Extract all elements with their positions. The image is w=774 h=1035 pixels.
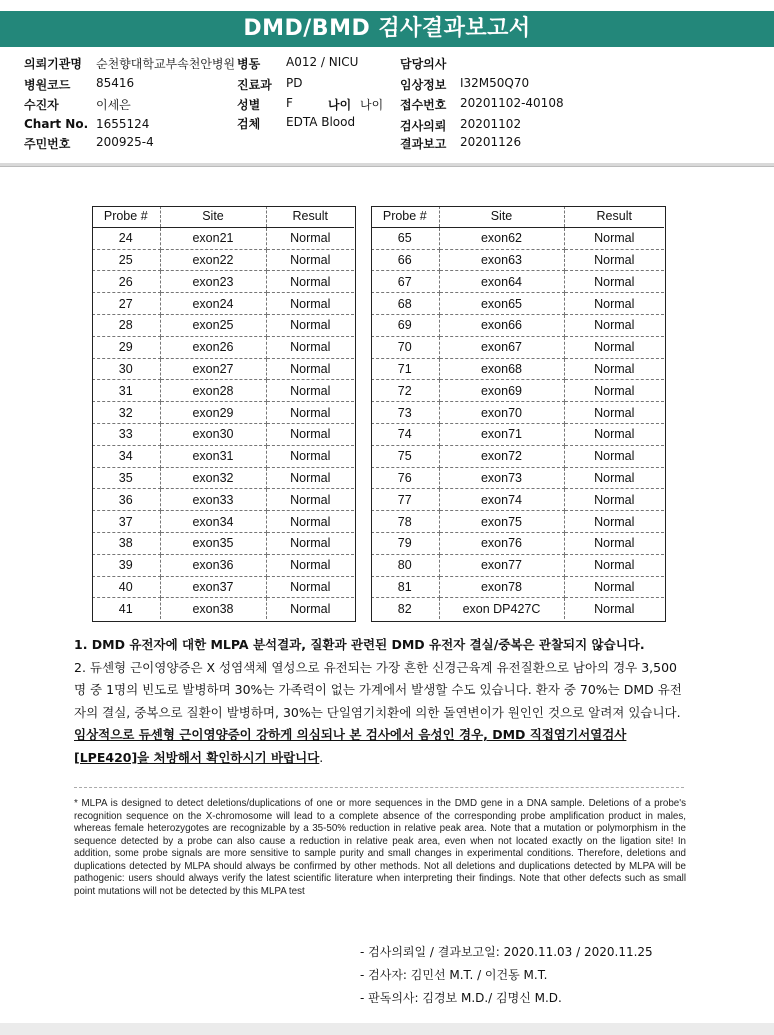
probe-cell: 72 [371,380,439,402]
report-title: DMD/BMD 검사결과보고서 [0,11,774,47]
probe-cell: 36 [92,489,160,511]
result-cell: Normal [266,532,354,554]
testers: - 검사자: 김민선 M.T. / 이건동 M.T. [360,968,548,982]
result-cell: Normal [564,249,664,271]
site-cell: exon62 [439,227,564,249]
clinical-label: 임상정보 [400,78,447,92]
site-cell: exon74 [439,489,564,511]
probe-cell: 39 [92,554,160,576]
results-table-left-border [92,206,356,622]
site-cell: exon31 [160,445,266,467]
site-cell: exon72 [439,445,564,467]
site-cell: exon70 [439,402,564,424]
probe-cell: 31 [92,380,160,402]
probe-cell: 79 [371,532,439,554]
dept-value: PD [286,76,303,90]
page-bottom-bar [0,1023,774,1035]
probe-cell: 78 [371,511,439,533]
result-cell: Normal [290,601,331,616]
chart-value: 1655124 [96,117,150,131]
result-cell: Normal [564,227,664,249]
mlpa-footnote: * MLPA is designed to detect deletions/duplications of one or more sequences in the DMD gene in a DNA sample. Deletions of a probe's recognition sequence on the X-chromosome will lead to a complete absence of the corresponding probe amplification product in males, whereas female heterozygotes are recognizable by a 35-50% reduction in relative peak area. Note that a mutation or polymorphism in the sequence detected by a probe can also cause a reduction in relative peak area, even when not located exactly on the ligation site! In addition, some probe signals are more sensitive to sample purity and small changes in experimental conditions. Therefore, deletions and duplications detected by MLPA should always be confirmed by other methods. Not all deletions and duplications detected by MLPA will be pathogenic: users should always verify the latest scientific literature when interpreting their findings. Note that other defects such as small point mutations will not be detected by this MLPA test [74,798,686,897]
result-cell: Normal [564,576,664,598]
site-cell: exon73 [439,467,564,489]
patient-label: 수진자 [24,98,59,112]
site-cell: exon77 [439,554,564,576]
probe-cell: 29 [92,336,160,358]
site-cell: exon30 [160,423,266,445]
results-table-right-border [371,206,666,622]
age-value: 나이 [360,98,384,112]
site-cell: exon DP427C [439,598,564,619]
institution-label: 의뢰기관명 [24,57,82,71]
result-cell: Normal [564,511,664,533]
probe-cell: 40 [92,576,160,598]
result-cell: Normal [266,554,354,576]
report-dates: - 검사의뢰일 / 결과보고일: 2020.11.03 / 2020.11.25 [360,945,653,959]
hospital-code-label: 병원코드 [24,78,71,92]
request-value: 20201102 [460,117,522,131]
reading-physicians: - 판독의사: 김경보 M.D./ 김명신 M.D. [360,991,562,1005]
age-label: 나이 [328,98,352,112]
site-cell: exon21 [160,227,266,249]
result-cell: Normal [266,314,354,336]
probe-cell: 35 [92,467,160,489]
probe-cell: 33 [92,423,160,445]
site-cell: exon75 [439,511,564,533]
probe-cell: 27 [92,293,160,315]
result-cell: Normal [266,467,354,489]
result-cell: Normal [564,532,664,554]
result-cell: Normal [564,380,664,402]
probe-cell: 26 [92,271,160,293]
result-cell: Normal [564,293,664,315]
result-cell: Normal [564,271,664,293]
probe-cell: 67 [371,271,439,293]
report-value: 20201126 [460,135,522,149]
site-cell: exon38 [160,598,266,619]
probe-cell: 37 [92,511,160,533]
site-cell: exon64 [439,271,564,293]
chart-label: Chart No. [24,117,89,131]
sex-value: F [286,96,293,110]
result-cell: Normal [266,336,354,358]
result-cell: Normal [564,358,664,380]
site-cell: exon37 [160,576,266,598]
institution-value: 순천향대학교부속천안병원 [96,57,236,71]
site-cell: exon69 [439,380,564,402]
site-cell: exon63 [439,249,564,271]
site-cell: exon28 [160,380,266,402]
result-cell: Normal [266,576,354,598]
site-header: Site [160,206,266,227]
site-cell: exon35 [160,532,266,554]
result-cell: Normal [564,423,664,445]
site-cell: exon36 [160,554,266,576]
site-cell: exon32 [160,467,266,489]
site-cell: exon22 [160,249,266,271]
probe-cell: 38 [92,532,160,554]
site-cell: exon24 [160,293,266,315]
site-cell: exon78 [439,576,564,598]
probe-cell: 76 [371,467,439,489]
probe-cell: 24 [92,227,160,249]
note-2-text: 2. 듀센형 근이영양증은 X 성염색체 열성으로 유전되는 가장 흔한 신경근육계 유전질환으로 남아의 경우 3,500명 중 1명의 빈도로 발병하며 30%는 가족력이 없는 가계에서 발생할 수도 있습니다. 환자 중 70%는 DMD 유전자의 결실, 중복으로 질환이 발병하며, 30%는 단일염기치환에 의한 돌연변이가 원인인 것으로 알려져 있습니다. [74,659,682,720]
result-cell: Normal [564,467,664,489]
probe-header: Probe # [92,206,160,227]
patient-value: 이세은 [96,98,131,112]
site-cell: exon71 [439,423,564,445]
specimen-label: 검체 [237,117,261,131]
note-2 [74,657,684,770]
result-cell: Normal [594,601,635,616]
probe-header: Probe # [371,206,439,227]
probe-cell: 74 [371,423,439,445]
probe-cell: 70 [371,336,439,358]
probe-cell: 30 [92,358,160,380]
probe-cell: 80 [371,554,439,576]
site-cell: exon68 [439,358,564,380]
site-cell: exon27 [160,358,266,380]
ward-value: A012 / NICU [286,55,359,69]
result-cell: Normal [266,227,354,249]
probe-cell: 81 [371,576,439,598]
result-cell: Normal [266,445,354,467]
site-cell: exon67 [439,336,564,358]
probe-cell: 71 [371,358,439,380]
hospital-code-value: 85416 [96,76,135,90]
probe-cell: 28 [92,314,160,336]
probe-cell: 75 [371,445,439,467]
result-cell: Normal [266,402,354,424]
result-cell: Normal [266,271,354,293]
interpretation-notes [74,634,684,769]
probe-cell: 82 [371,598,439,619]
site-cell: exon34 [160,511,266,533]
note-2-end: . [319,749,324,765]
id-label: 주민번호 [24,137,71,151]
clinical-value: I32M50Q70 [460,76,530,90]
result-cell: Normal [564,402,664,424]
site-cell: exon33 [160,489,266,511]
result-cell: Normal [266,423,354,445]
site-cell: exon29 [160,402,266,424]
probe-cell: 68 [371,293,439,315]
id-value: 200925-4 [96,135,154,149]
probe-cell: 66 [371,249,439,271]
section-divider-line [0,166,774,167]
probe-cell: 77 [371,489,439,511]
result-header: Result [266,206,354,227]
probe-cell: 32 [92,402,160,424]
result-cell: Normal [266,380,354,402]
result-cell: Normal [266,511,354,533]
result-cell: Normal [266,293,354,315]
result-cell: Normal [564,554,664,576]
site-cell: exon66 [439,314,564,336]
note-2-recommendation: 임상적으로 듀센형 근이영양증이 강하게 의심되나 본 검사에서 음성인 경우, DMD 직접염기서열검사 [LPE420]을 처방해서 확인하시기 바랍니다 [74,727,627,765]
site-cell: exon65 [439,293,564,315]
site-header: Site [439,206,564,227]
site-cell: exon23 [160,271,266,293]
site-cell: exon76 [439,532,564,554]
sex-label: 성별 [237,98,261,112]
receipt-label: 접수번호 [400,98,447,112]
result-header: Result [564,206,664,227]
report-label: 결과보고 [400,137,447,151]
probe-cell: 65 [371,227,439,249]
footnote-divider [74,787,684,788]
note-1: 1. DMD 유전자에 대한 MLPA 분석결과, 질환과 관련된 DMD 유전자 결실/중복은 관찰되지 않습니다. [74,637,645,652]
result-cell: Normal [266,358,354,380]
request-label: 검사의뢰 [400,119,447,133]
ward-label: 병동 [237,57,261,71]
receipt-value: 20201102-40108 [460,96,564,110]
site-cell: exon25 [160,314,266,336]
result-cell: Normal [564,489,664,511]
result-cell: Normal [564,314,664,336]
probe-cell: 34 [92,445,160,467]
probe-cell: 73 [371,402,439,424]
result-cell: Normal [266,489,354,511]
probe-cell: 69 [371,314,439,336]
result-cell: Normal [266,249,354,271]
specimen-value: EDTA Blood [286,115,356,129]
doctor-label: 담당의사 [400,57,447,71]
dept-label: 진료과 [237,78,272,92]
site-cell: exon26 [160,336,266,358]
result-cell: Normal [564,445,664,467]
probe-cell: 41 [92,598,160,619]
result-cell: Normal [564,336,664,358]
probe-cell: 25 [92,249,160,271]
